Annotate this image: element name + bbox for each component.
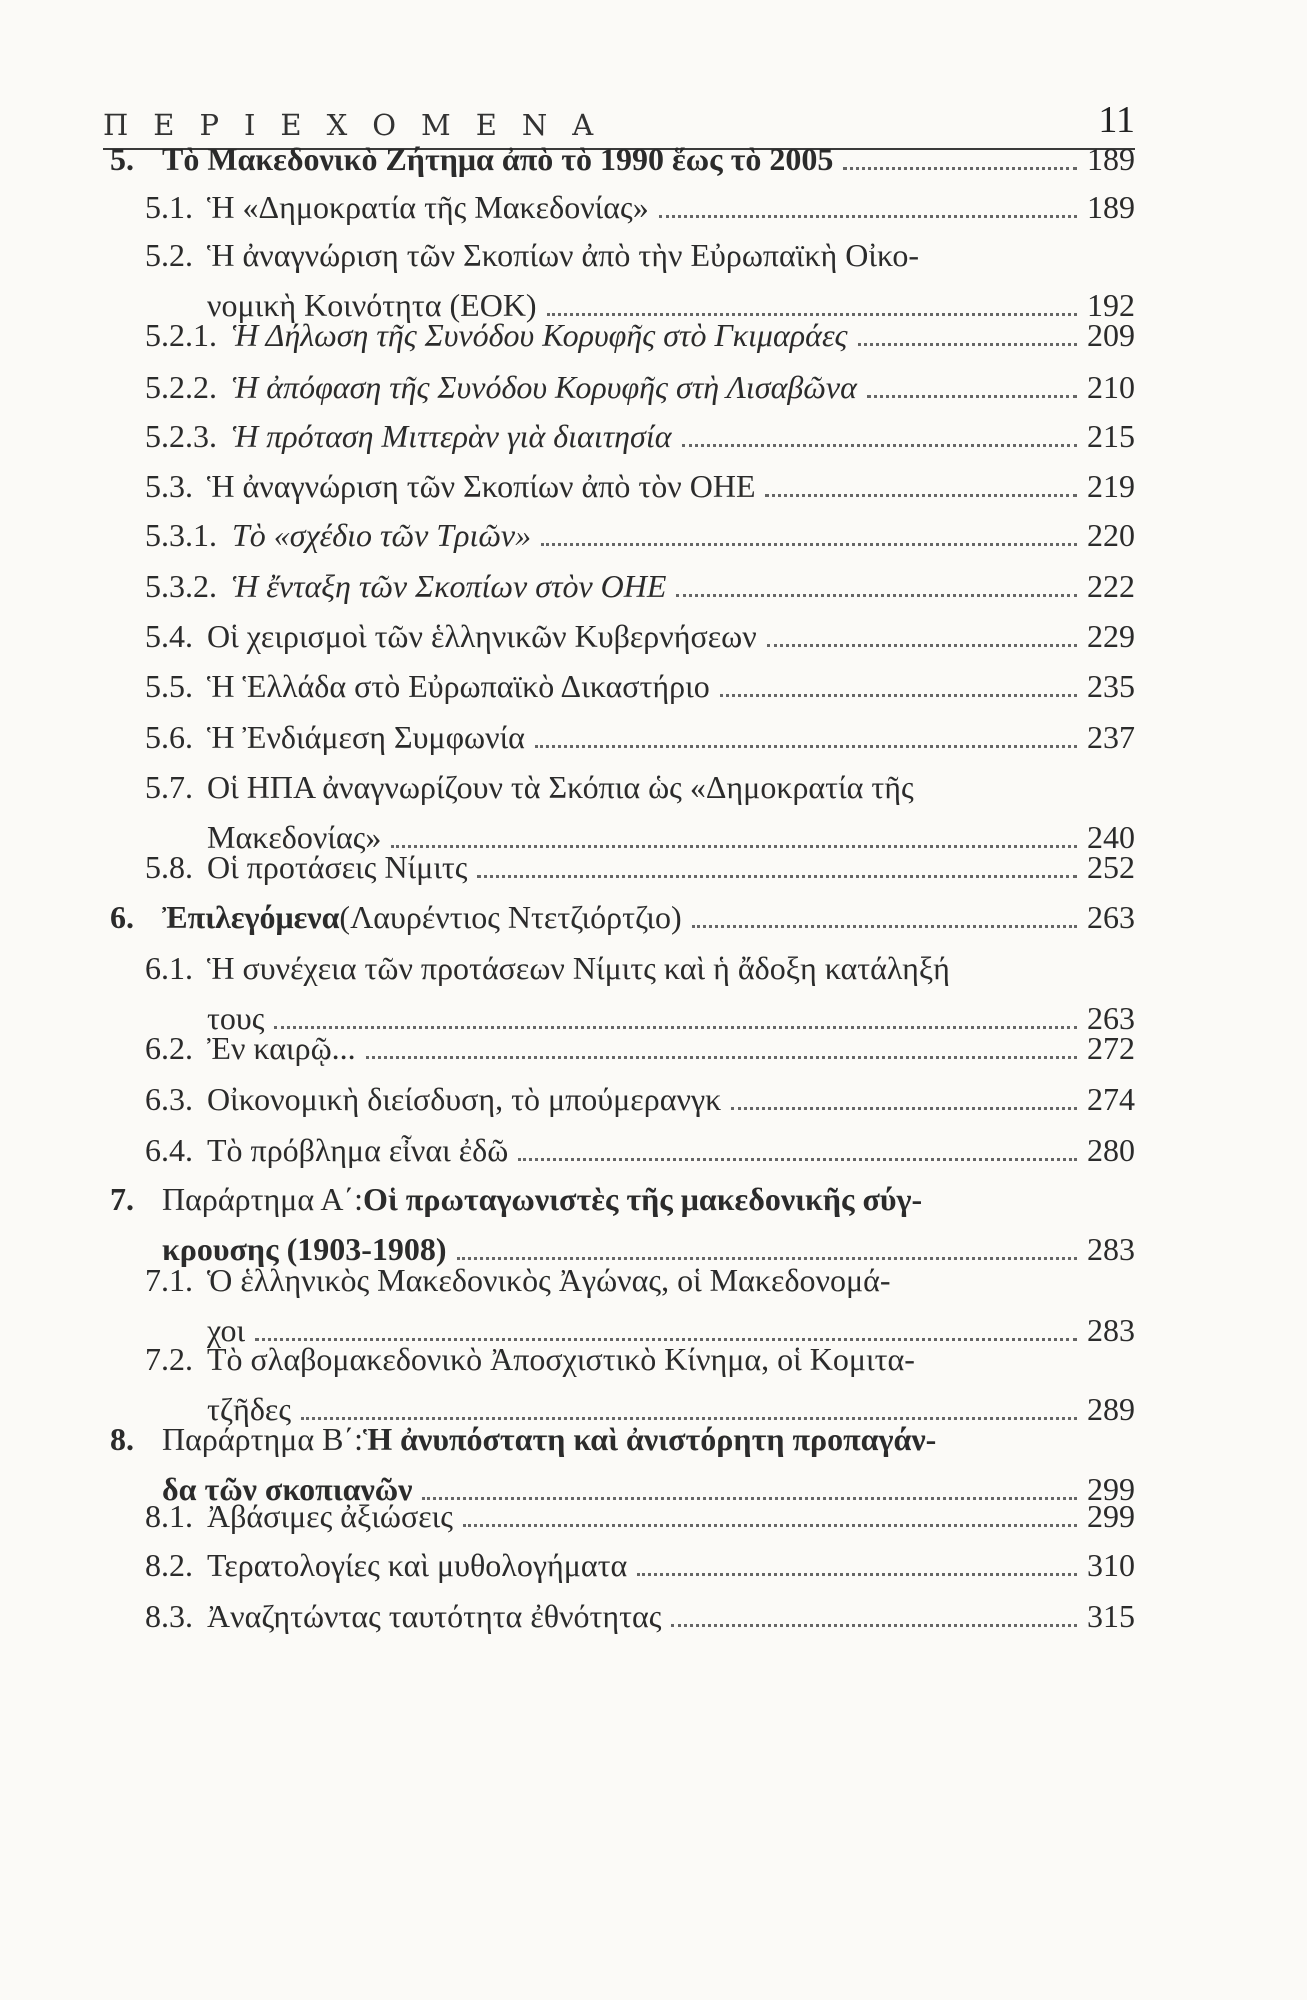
entry-number: 5.4. [145, 618, 193, 654]
header-label: ΠΕΡΙΕΧΟΜΕΝΑ [103, 108, 619, 142]
entry-first-line [207, 764, 914, 811]
entry-title-part: Μακεδονίας» [207, 819, 382, 855]
entry-title-part: Ἀβάσιμες ἀξιώσεις [207, 1498, 453, 1534]
dot-leader [765, 494, 1077, 497]
entry-title-part: Ἡ συνέχεια τῶν προτάσεων Νίμιτς καὶ ἡ ἄδοξη κατάληξή [207, 950, 950, 986]
toc-entry[interactable] [0, 512, 1307, 560]
dot-leader [541, 543, 1077, 546]
entry-page-number: 219 [1087, 468, 1135, 504]
toc-entry[interactable] [0, 1127, 1307, 1175]
entry-first-line [207, 1257, 891, 1304]
toc-entry[interactable] [0, 136, 1307, 184]
entry-title-part: νομικὴ Κοινότητα (ΕΟΚ) [207, 287, 537, 323]
entry-page-number: 240 [1087, 819, 1135, 855]
entry-page-number: 210 [1087, 369, 1135, 405]
entry-first-line [162, 1416, 936, 1463]
entry-first-line [207, 232, 919, 279]
entry-number: 8.3. [145, 1598, 193, 1634]
entry-title-line [207, 1076, 1135, 1123]
entry-title-part: Οἱ ΗΠΑ ἀναγνωρίζουν τὰ Σκόπια ὡς «Δημοκρατία τῆς [207, 769, 914, 805]
entry-title-part: Ἐν καιρῷ... [207, 1030, 356, 1066]
dot-leader [767, 644, 1077, 647]
entry-title-line [232, 364, 1135, 411]
entry-title-line [232, 512, 1135, 559]
toc-entry[interactable] [0, 364, 1307, 412]
toc-entry[interactable] [0, 1593, 1307, 1641]
entry-page-number: 189 [1087, 141, 1135, 177]
dot-leader [731, 1107, 1077, 1110]
entry-page-number: 263 [1087, 899, 1135, 935]
dot-leader [843, 167, 1077, 170]
entry-title-line [232, 312, 1135, 359]
entry-title-part: (Λαυρέντιος Ντετζιόρτζιο) [339, 899, 682, 935]
entry-title-line [207, 184, 1135, 231]
entry-number: 6.1. [145, 950, 193, 986]
entry-page-number: 237 [1087, 719, 1135, 755]
entry-title-part: Ἡ πρόταση Μιττερὰν γιὰ διαιτησία [232, 418, 672, 454]
entry-page-number: 283 [1087, 1312, 1135, 1348]
entry-title-part: Ἡ ἀπόφαση τῆς Συνόδου Κορυφῆς στὴ Λισαβῶνα [232, 369, 857, 405]
entry-title-part: Τερατολογίες καὶ μυθολογήματα [207, 1547, 628, 1583]
entry-title-part: Οἱ χειρισμοὶ τῶν ἑλληνικῶν Κυβερνήσεων [207, 618, 757, 654]
entry-title-part: Τὸ «σχέδιο τῶν Τριῶν» [232, 517, 532, 553]
entry-number: 5.3. [145, 468, 193, 504]
dot-leader [659, 215, 1077, 218]
entry-page-number: 310 [1087, 1547, 1135, 1583]
entry-page-number: 192 [1087, 287, 1135, 323]
dot-leader [867, 395, 1077, 398]
entry-page-number: 263 [1087, 1000, 1135, 1036]
entry-number: 5.8. [145, 849, 193, 885]
entry-page-number: 280 [1087, 1132, 1135, 1168]
entry-number: 6.3. [145, 1081, 193, 1117]
entry-number: 6. [110, 899, 134, 935]
toc-entry[interactable] [0, 563, 1307, 611]
entry-first-line [207, 1336, 915, 1383]
entry-title-line [207, 463, 1135, 510]
entry-page-number: 229 [1087, 618, 1135, 654]
entry-title-part: Τὸ Μακεδονικὸ Ζήτημα ἀπὸ τὸ 1990 ἕως τὸ 2005 [162, 141, 834, 177]
entry-title-line [232, 563, 1135, 610]
entry-title-part: Ἡ Ἐνδιάμεση Συμφωνία [207, 719, 525, 755]
dot-leader [720, 694, 1077, 697]
entry-title-line [207, 844, 1135, 891]
entry-page-number: 252 [1087, 849, 1135, 885]
toc-entry[interactable] [0, 184, 1307, 232]
entry-title-line [207, 1593, 1135, 1640]
entry-title-part: Οἱ πρωταγωνιστὲς τῆς μακεδονικῆς σύγ- [362, 1181, 923, 1217]
entry-number: 5.3.1. [145, 517, 217, 553]
entry-page-number: 222 [1087, 568, 1135, 604]
entry-title-part: Ἀναζητώντας ταυτότητα ἐθνότητας [207, 1598, 662, 1634]
entry-page-number: 235 [1087, 668, 1135, 704]
entry-number: 5.2.3. [145, 418, 217, 454]
header-page-number: 11 [1098, 99, 1135, 141]
entry-title-line [162, 894, 1135, 941]
entry-number: 8.1. [145, 1498, 193, 1534]
entry-number: 7.1. [145, 1262, 193, 1298]
entry-page-number: 283 [1087, 1231, 1135, 1267]
entry-title-part: Ἡ ἀνυπόστατη καὶ ἀνιστόρητη προπαγάν- [362, 1421, 937, 1457]
entry-title-part: Παράρτημα Β΄: [162, 1421, 363, 1457]
entry-number: 8. [110, 1421, 134, 1457]
dot-leader [671, 1624, 1077, 1627]
dot-leader [858, 343, 1077, 346]
dot-leader [676, 594, 1077, 597]
entry-title-part: κρουσης (1903-1908) [162, 1231, 447, 1267]
entry-number: 5.5. [145, 668, 193, 704]
dot-leader [518, 1158, 1077, 1161]
toc-entry[interactable] [0, 413, 1307, 461]
entry-title-line [207, 1542, 1135, 1589]
entry-number: 5.1. [145, 189, 193, 225]
entry-number: 6.2. [145, 1030, 193, 1066]
entry-title-part: Ἡ Δήλωση τῆς Συνόδου Κορυφῆς στὸ Γκιμαράες [232, 317, 848, 353]
entry-number: 6.4. [145, 1132, 193, 1168]
entry-first-line [207, 945, 950, 992]
entry-title-part: Οἱ προτάσεις Νίμιτς [207, 849, 468, 885]
entry-title-part: Ὁ ἑλληνικὸς Μακεδονικὸς Ἀγώνας, οἱ Μακεδονομά- [207, 1262, 891, 1298]
dot-leader [682, 444, 1078, 447]
entry-page-number: 299 [1087, 1471, 1135, 1507]
entry-title-part: τζῆδες [207, 1391, 292, 1427]
dot-leader [366, 1056, 1077, 1059]
entry-title-line [162, 136, 1135, 183]
entry-first-line [162, 1176, 922, 1223]
entry-page-number: 220 [1087, 517, 1135, 553]
toc-entry[interactable] [0, 894, 1307, 942]
toc-entry[interactable] [0, 613, 1307, 661]
entry-title-line [207, 663, 1135, 710]
toc-entry[interactable] [0, 1542, 1307, 1590]
entry-title-part: Ἡ ἔνταξη τῶν Σκοπίων στὸν ΟΗΕ [232, 568, 667, 604]
dot-leader [535, 745, 1077, 748]
toc-entry[interactable] [0, 1025, 1307, 1073]
entry-number: 5.2.1. [145, 317, 217, 353]
entry-title-part: Ἡ ἀναγνώριση τῶν Σκοπίων ἀπὸ τὴν Εὐρωπαϊκὴ Οἰκο- [207, 237, 920, 273]
entry-title-part: Παράρτημα Α΄: [162, 1181, 363, 1217]
toc-entry[interactable] [0, 663, 1307, 711]
entry-number: 7. [110, 1181, 134, 1217]
entry-page-number: 299 [1087, 1498, 1135, 1534]
toc-entry[interactable] [0, 1076, 1307, 1124]
entry-title-part: δα τῶν σκοπιανῶν [162, 1471, 413, 1507]
entry-title-line [207, 1493, 1135, 1540]
entry-page-number: 189 [1087, 189, 1135, 225]
entry-number: 7.2. [145, 1341, 193, 1377]
entry-title-part: τους [207, 1000, 265, 1036]
entry-number: 5.6. [145, 719, 193, 755]
entry-title-line [232, 413, 1135, 460]
entry-title-part: Οἰκονομικὴ διείσδυση, τὸ μπούμερανγκ [207, 1081, 722, 1117]
entry-title-part: Τὸ σλαβομακεδονικὸ Ἀποσχιστικὸ Κίνημα, οἱ Κομιτα- [207, 1341, 915, 1377]
entry-page-number: 272 [1087, 1030, 1135, 1066]
entry-number: 5.2. [145, 237, 193, 273]
dot-leader [637, 1573, 1077, 1576]
entry-number: 5.2.2. [145, 369, 217, 405]
entry-page-number: 289 [1087, 1391, 1135, 1427]
entry-number: 5.3.2. [145, 568, 217, 604]
toc-entry[interactable] [0, 463, 1307, 511]
entry-title-part: Τὸ πρόβλημα εἶναι ἐδῶ [207, 1132, 509, 1168]
entry-title-line [207, 1127, 1135, 1174]
entry-title-part: Ἡ «Δημοκρατία τῆς Μακεδονίας» [207, 189, 649, 225]
entry-title-part: χοι [207, 1312, 246, 1348]
toc-entry[interactable] [0, 312, 1307, 360]
entry-number: 8.2. [145, 1547, 193, 1583]
entry-title-line [207, 613, 1135, 660]
entry-title-part: Ἡ ἀναγνώριση τῶν Σκοπίων ἀπὸ τὸν ΟΗΕ [207, 468, 756, 504]
toc-entry[interactable] [0, 1493, 1307, 1541]
dot-leader [463, 1524, 1077, 1527]
entry-title-line [207, 1025, 1135, 1072]
entry-title-line [207, 714, 1135, 761]
dot-leader [692, 925, 1077, 928]
toc-entry[interactable] [0, 714, 1307, 762]
entry-page-number: 209 [1087, 317, 1135, 353]
entry-number: 5. [110, 141, 134, 177]
entry-page-number: 315 [1087, 1598, 1135, 1634]
entry-number: 5.7. [145, 769, 193, 805]
entry-title-part: Ἐπιλεγόμενα [162, 899, 340, 935]
dot-leader [477, 875, 1077, 878]
entry-page-number: 274 [1087, 1081, 1135, 1117]
entry-page-number: 215 [1087, 418, 1135, 454]
entry-title-part: Ἡ Ἑλλάδα στὸ Εὐρωπαϊκὸ Δικαστήριο [207, 668, 710, 704]
toc-entry[interactable] [0, 844, 1307, 892]
